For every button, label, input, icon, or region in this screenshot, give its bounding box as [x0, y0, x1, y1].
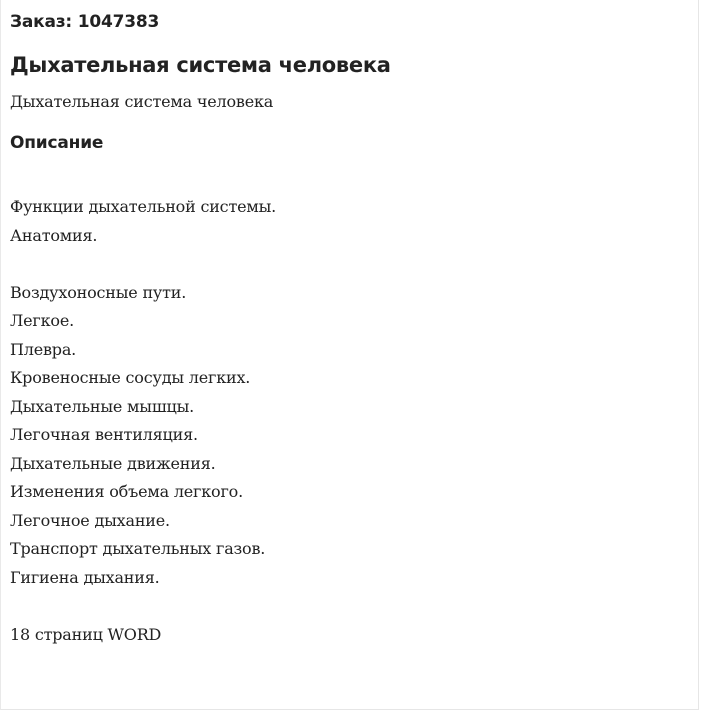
description-line: Анатомия.	[10, 225, 98, 245]
description-line: Дыхательные движения.	[10, 453, 216, 473]
description-line: Транспорт дыхательных газов.	[10, 539, 266, 558]
description-line: Гигиена дыхания.	[10, 567, 160, 587]
description-spacer	[10, 250, 690, 279]
description-line: Кровеносные сосуды легких.	[10, 368, 251, 387]
description-line: Дыхательные мышцы.	[10, 396, 195, 416]
description-body	[10, 193, 690, 592]
description-line: Легкое.	[10, 311, 74, 330]
description-heading: Описание	[10, 133, 104, 153]
description-line: Легочная вентиляция.	[10, 425, 198, 444]
description-line: Функции дыхательной системы.	[10, 197, 277, 216]
description-line: Легочное дыхание.	[10, 510, 170, 530]
description-line: Изменения объема легкого.	[10, 482, 243, 501]
description-line: Воздухоносные пути.	[10, 282, 187, 302]
order-title: Заказ: 1047383	[10, 12, 160, 32]
product-subtitle: Дыхательная система человека	[10, 92, 274, 111]
pages-info: 18 страниц WORD	[10, 625, 162, 644]
product-title: Дыхательная система человека	[10, 53, 391, 77]
description-line: Плевра.	[10, 339, 77, 359]
